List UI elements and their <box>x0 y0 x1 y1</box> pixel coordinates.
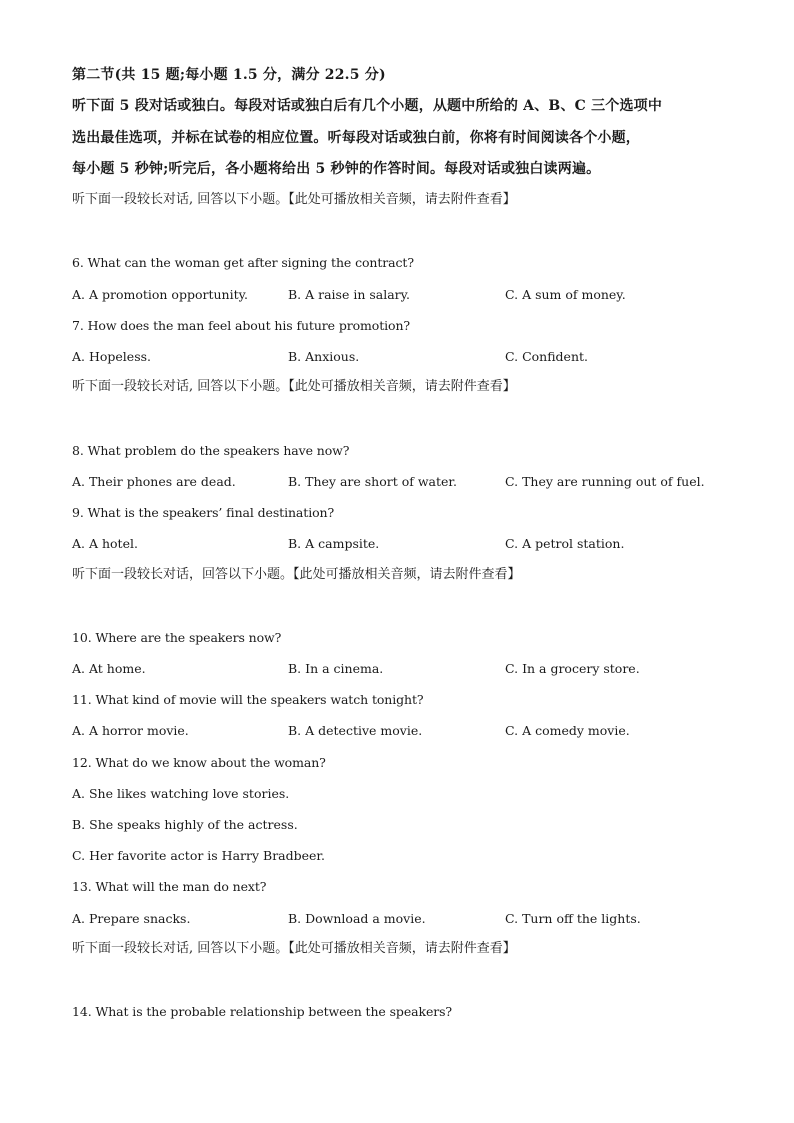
q11-option-c: C. A comedy movie. <box>505 723 630 738</box>
question-8: 8. What problem do the speakers have now? <box>72 443 350 458</box>
q6-option-a: A. A promotion opportunity. <box>72 287 248 302</box>
question-12: 12. What do we know about the woman? <box>72 755 326 770</box>
q8-option-b: B. They are short of water. <box>288 474 457 489</box>
q9-option-b: B. A campsite. <box>288 536 380 551</box>
audio-note-2: 听下面一段较长对话, 回答以下小题。【此处可播放相关音频，请去附件查看】 <box>72 379 516 394</box>
question-11: 11. What kind of movie will the speakers watch tonight? <box>72 692 424 707</box>
q9-option-c: C. A petrol station. <box>505 536 625 551</box>
question-13: 13. What will the man do next? <box>72 879 267 894</box>
question-9: 9. What is the speakers’ final destination? <box>72 505 335 520</box>
q6-option-b: B. A raise in salary. <box>288 287 411 302</box>
q8-option-c: C. They are running out of fuel. <box>505 474 705 489</box>
audio-note-4: 听下面一段较长对话, 回答以下小题。【此处可播放相关音频，请去附件查看】 <box>72 941 516 956</box>
q7-option-b: B. Anxious. <box>288 349 360 364</box>
q9-option-a: A. A hotel. <box>72 536 138 551</box>
section-title: 第二节(共 15 题;每小题 1.5 分，满分 22.5 分) <box>72 67 386 83</box>
q12-option-a: A. She likes watching love stories. <box>72 786 290 801</box>
instruction-line-2: 选出最佳选项，并标在试卷的相应位置。听每段对话或独白前，你将有时间阅读各个小题， <box>72 130 640 146</box>
q11-option-b: B. A detective movie. <box>288 723 423 738</box>
question-10: 10. Where are the speakers now? <box>72 630 282 645</box>
audio-note-3: 听下面一段较长对话，回答以下小题。【此处可播放相关音频，请去附件查看】 <box>72 567 521 582</box>
q10-option-c: C. In a grocery store. <box>505 661 640 676</box>
q12-option-b: B. She speaks highly of the actress. <box>72 817 298 832</box>
q10-option-b: B. In a cinema. <box>288 661 384 676</box>
question-6: 6. What can the woman get after signing the contract? <box>72 255 414 270</box>
instruction-line-1: 听下面 5 段对话或独白。每段对话或独白后有几个小题，从题中所给的 A、B、C 三个选项中 <box>72 98 663 114</box>
question-7: 7. How does the man feel about his future promotion? <box>72 318 411 333</box>
instruction-line-3: 每小题 5 秒钟;听完后，各小题将给出 5 秒钟的作答时间。每段对话或独白读两遍。 <box>72 161 601 177</box>
question-14: 14. What is the probable relationship between the speakers? <box>72 1004 453 1019</box>
q7-option-a: A. Hopeless. <box>72 349 151 364</box>
audio-note-1: 听下面一段较长对话, 回答以下小题。【此处可播放相关音频，请去附件查看】 <box>72 192 516 207</box>
q13-option-a: A. Prepare snacks. <box>72 911 191 926</box>
q12-option-c: C. Her favorite actor is Harry Bradbeer. <box>72 848 326 863</box>
q13-option-b: B. Download a movie. <box>288 911 426 926</box>
q11-option-a: A. A horror movie. <box>72 723 189 738</box>
q10-option-a: A. At home. <box>72 661 146 676</box>
q6-option-c: C. A sum of money. <box>505 287 626 302</box>
q13-option-c: C. Turn off the lights. <box>505 911 641 926</box>
q7-option-c: C. Confident. <box>505 349 588 364</box>
q8-option-a: A. Their phones are dead. <box>72 474 236 489</box>
